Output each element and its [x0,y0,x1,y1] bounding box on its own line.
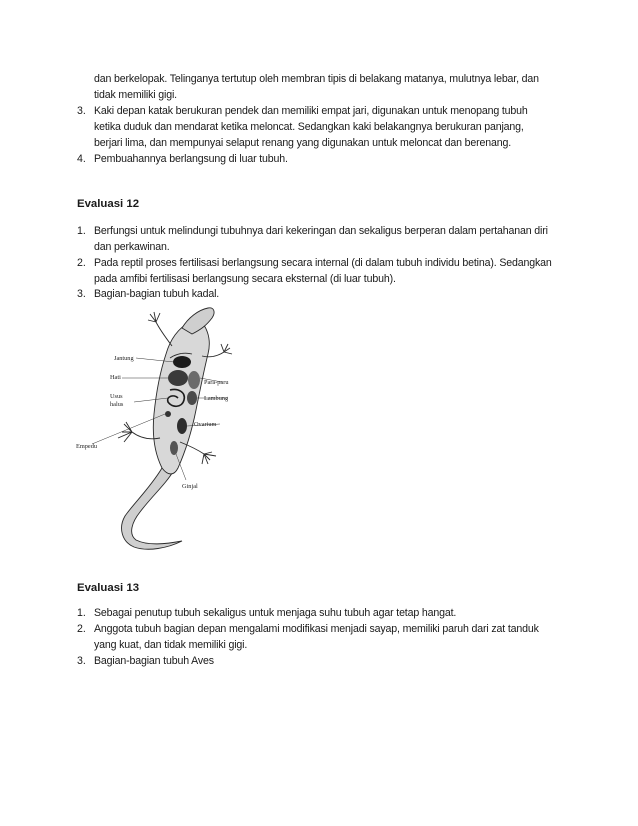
label-hati: Hati [110,374,121,381]
kidney-organ [170,441,178,455]
eval13-item-2-line-2: yang kuat, dan tidak memiliki gigi. [94,639,248,651]
evaluasi-13-heading: Evaluasi 13 [77,582,140,594]
ovary-organ [177,418,187,434]
eval12-item-3-number: 3. [77,288,86,300]
eval13-item-2-line-1: Anggota tubuh bagian depan mengalami modifikasi menjadi sayap, memiliki paruh dari zat tanduk [94,623,539,635]
stomach-organ [187,391,197,405]
intro-item-3-number: 3. [77,105,86,117]
intro-item-3-line-2: ketika duduk dan mendarat ketika meloncat. Sedangkan kaki belakangnya berukuran panjang, [94,121,524,133]
eval12-item-2-line-2: pada amfibi fertilisasi berlangsung secara eksternal (di luar tubuh). [94,273,396,285]
label-jantung: Jantung [114,355,134,362]
eval12-item-1-line-2: dan perkawinan. [94,241,170,253]
lung-organ [188,371,200,389]
eval13-item-1-number: 1. [77,607,86,619]
label-usus-halus-2: halus [110,401,124,408]
eval12-item-1-number: 1. [77,225,86,237]
lizard-anatomy-figure [70,298,300,556]
eval13-item-1-line-1: Sebagai penutup tubuh sekaligus untuk menjaga suhu tubuh agar tetap hangat. [94,607,457,619]
eval13-item-3-number: 3. [77,655,86,667]
eval13-item-3-line-1: Bagian-bagian tubuh Aves [94,655,214,667]
intro-line-1: dan berkelopak. Telinganya tertutup oleh membran tipis di belakang matanya, mulutnya lebar, dan [94,73,539,85]
label-empedu: Empedu [76,443,97,450]
label-lambung: Lambung [204,395,229,402]
intro-item-4-number: 4. [77,153,86,165]
lizard-body-drawing [118,308,232,549]
intro-line-2: tidak memiliki gigi. [94,89,177,101]
gallbladder-organ [165,411,171,417]
eval12-item-2-number: 2. [77,257,86,269]
intro-item-3-line-1: Kaki depan katak berukuran pendek dan memiliki empat jari, digunakan untuk menopang tubuh [94,105,528,117]
liver-organ [168,370,188,386]
evaluasi-12-heading: Evaluasi 12 [77,198,140,210]
intro-item-3-line-3: berjari lima, dan mempunyai selaput renang yang digunakan untuk meloncat dan berenang. [94,137,512,149]
heart-organ [173,356,191,368]
label-usus-halus-1: Usus [110,393,123,400]
eval12-item-3-line-1: Bagian-bagian tubuh kadal. [94,288,220,300]
eval13-item-2-number: 2. [77,623,86,635]
label-ginjal: Ginjal [182,483,198,490]
eval12-item-2-line-1: Pada reptil proses fertilisasi berlangsung secara internal (di dalam tubuh individu betina). Sedangkan [94,257,552,269]
label-paru-paru: Para-paru [204,379,229,386]
intro-item-4-line-1: Pembuahannya berlangsung di luar tubuh. [94,153,288,165]
eval12-item-1-line-1: Berfungsi untuk melindungi tubuhnya dari kekeringan dan sekaligus berperan dalam pertahanan diri [94,225,548,237]
label-ovarium: Ovarium [194,421,217,428]
